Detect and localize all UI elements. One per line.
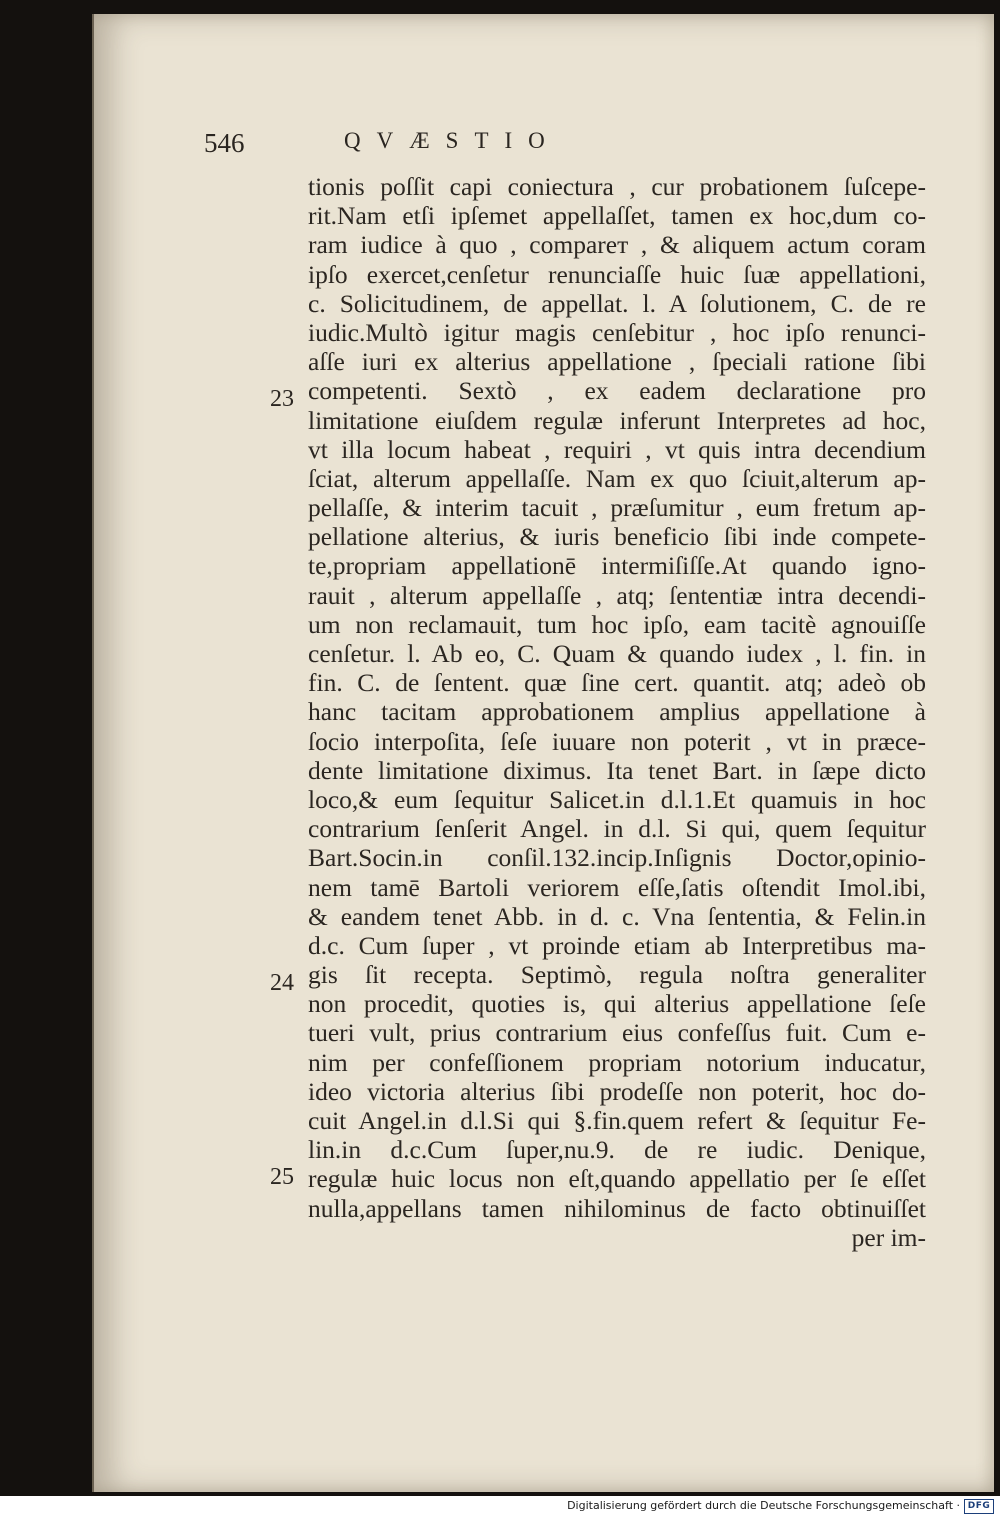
digitization-footer — [0, 1496, 1000, 1516]
text-line: cenſetur. l. Ab eo, C. Quam & quando iudex , l. fin. in — [308, 639, 926, 668]
page-number: 546 — [204, 128, 245, 158]
text-line: pellaſſe, & interim tacuit , præſumitur , eum fretum ap- — [308, 493, 926, 523]
text-line: gis ſit recepta. Septimò, regula noſtra generaliter — [308, 960, 926, 990]
margin-number-23: 23 — [270, 386, 294, 412]
text-line: rauit , alterum appellaſſe , atq; ſententiæ intra decendi- — [308, 580, 926, 610]
margin-number-25: 25 — [270, 1164, 294, 1190]
text-line: um non reclamauit, tum hoc ipſo, eam tacitè agnouiſſe — [308, 609, 926, 639]
text-line: nem tamē Bartoli veriorem eſſe,ſatis oſtendit Imol.ibi, — [308, 872, 926, 902]
text-line: pellatione alterius, & iuris beneficio ſibi inde compete- — [308, 522, 926, 552]
text-line: cuit Angel.in d.l.Si qui §.fin.quem refert & ſequitur Fe- — [308, 1106, 926, 1135]
text-line: loco,& eum ſequitur Salicet.in d.l.1.Et quamuis in hoc — [308, 784, 926, 814]
text-line: nulla,appellans tamen nihilominus de facto obtinuiſſet — [308, 1193, 926, 1223]
text-line: ideo victoria alterius ſibi prodeſſe non poterit, hoc do- — [308, 1076, 926, 1106]
text-line: limitatione eiuſdem regulæ inferunt Interpretes ad hoc, — [308, 405, 926, 435]
text-line: d.c. Cum ſuper , vt proinde etiam ab Interpretibus ma- — [308, 930, 926, 960]
text-line: ipſo exercet,cenſetur renunciaſſe huic ſuæ appellationi, — [308, 259, 926, 289]
text-line: iudic.Multò igitur magis cenſebitur , hoc ipſo renunci- — [308, 317, 926, 347]
text-line: regulæ huic locus non eſt,quando appellatio per ſe eſſet — [308, 1164, 926, 1194]
text-line: rit.Nam etſi ipſemet appellaſſet, tamen ex hoc,dum co- — [308, 201, 926, 231]
text-line: ram iudice à quo , compareт , & aliquem actum coram — [308, 230, 926, 260]
text-line: contrarium ſenſerit Angel. in d.l. Si qui, quem ſequitur — [308, 814, 926, 844]
text-line: hanc tacitam approbationem amplius appellatione à — [308, 697, 926, 727]
text-line: ſciat, alterum appellaſſe. Nam ex quo ſciuit,alterum ap- — [308, 463, 926, 493]
text-line: fin. C. de ſentent. quæ ſine cert. quantit. atq; adeò ob — [308, 668, 926, 698]
text-line: competenti. Sextò , ex eadem declaratione pro — [308, 376, 926, 406]
text-line: lin.in d.c.Cum ſuper,nu.9. de re iudic. Denique, — [308, 1135, 926, 1165]
catchword: per im- — [851, 1222, 926, 1252]
text-line: nim per confeſſionem propriam notorium inducatur, — [308, 1047, 926, 1077]
text-line: te,propriam appellationē intermiſiſſe.At quando igno- — [308, 551, 926, 581]
running-head: QVÆSTIO — [344, 128, 561, 153]
text-line: tionis poſſit capi coniectura , cur probationem ſuſcepe- — [308, 172, 926, 201]
text-line: tueri vult, prius contrarium eius confeſſus fuit. Cum e- — [308, 1018, 926, 1048]
text-line: vt illa locum habeat , requiri , vt quis intra decendium — [308, 434, 926, 464]
margin-number-24: 24 — [270, 970, 294, 996]
text-line: dente limitatione diximus. Ita tenet Bart. in ſæpe dicto — [308, 755, 926, 785]
body-text — [308, 172, 926, 1252]
text-line: c. Solicitudinem, de appellat. l. A ſolutionem, C. de re — [308, 288, 926, 318]
dfg-logo-icon: DFG — [964, 1499, 994, 1514]
text-line: ſocio interpoſita, ſeſe iuuare non poterit , vt in præce- — [308, 726, 926, 756]
page-header — [204, 128, 824, 168]
text-line: non procedit, quoties is, qui alterius appellatione ſeſe — [308, 989, 926, 1019]
text-line: Bart.Socin.in conſil.132.incip.Inſignis Doctor,opinio- — [308, 843, 926, 873]
text-line: aſſe iuri ex alterius appellatione , ſpeciali ratione ſibi — [308, 347, 926, 377]
footer-credit: Digitalisierung gefördert durch die Deutsche Forschungsgemeinschaft · — [567, 1499, 960, 1512]
text-line: & eandem tenet Abb. in d. c. Vna ſententia, & Felin.in — [308, 901, 926, 931]
